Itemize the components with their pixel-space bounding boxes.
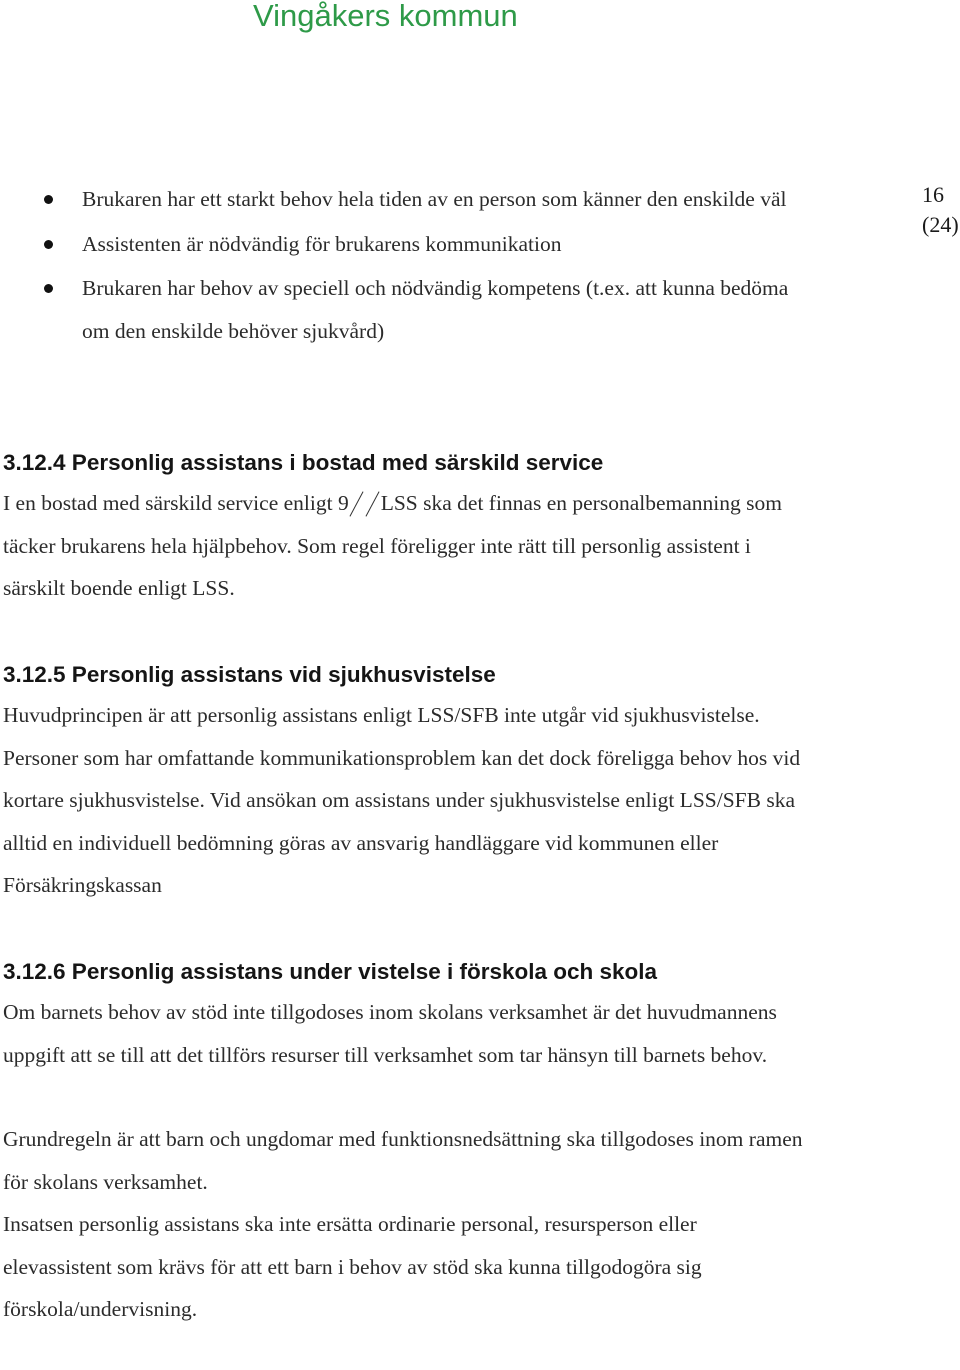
page-number-total: (24) bbox=[922, 212, 959, 237]
section-paragraph bbox=[3, 482, 803, 610]
section-heading: 3.12.6 Personlig assistans under vistelse i förskola och skola bbox=[3, 959, 658, 984]
section-paragraph: Insatsen personlig assistans ska inte ersätta ordinarie personal, resursperson eller elevassistent som krävs för att ett barn i behov av stöd ska kunna tillgodogöra sig förskola/undervisning. bbox=[3, 1212, 702, 1321]
bullet-icon bbox=[44, 284, 53, 293]
paragraph-text-after-symbol: LSS ska det finnas en personalbemanning som täcker brukarens hela hjälpbehov. Som regel föreligger inte rätt till personlig assistent i särskilt boende enligt LSS. bbox=[3, 491, 782, 600]
list-item bbox=[0, 267, 802, 352]
list-item bbox=[0, 178, 802, 221]
paragraph-text-before-symbol: I en bostad med särskild service enligt 9 bbox=[3, 491, 349, 515]
section-paragraph: Grundregeln är att barn och ungdomar med funktionsnedsättning ska tillgodoses inom ramen för skolans verksamhet. bbox=[3, 1127, 803, 1194]
section-paragraph: Huvudprincipen är att personlig assistans enligt LSS/SFB inte utgår vid sjukhusvistelse. Personer som har omfattande kommunikationsproblem kan det dock föreligga behov hos vid kortare sjukhusvistelse. Vid ansökan om assistans under sjukhusvistelse enligt LSS/SFB ska alltid en individuell bedömning göras av ansvarig handläggare vid kommunen eller Försäkringskassan bbox=[3, 703, 801, 897]
section-3-12-5 bbox=[3, 660, 813, 907]
section-3-12-4 bbox=[3, 448, 803, 610]
organization-title: Vingåkers kommun bbox=[253, 0, 518, 33]
requirement-list bbox=[0, 178, 900, 354]
list-item-text: Brukaren har ett starkt behov hela tiden av en person som känner den enskilde väl bbox=[82, 187, 787, 211]
section-paragraph: Om barnets behov av stöd inte tillgodoses inom skolans verksamhet är det huvudmannens uppgift att se till att det tillförs resurser till verksamhet som tar hänsyn till barnets behov. bbox=[3, 1000, 777, 1067]
section-symbol-icon bbox=[351, 490, 363, 516]
list-item-text: Assistenten är nödvändig för brukarens kommunikation bbox=[82, 231, 562, 256]
page-number-current: 16 bbox=[922, 182, 944, 207]
list-item bbox=[0, 223, 802, 266]
section-heading: 3.12.5 Personlig assistans vid sjukhusvistelse bbox=[3, 662, 496, 687]
bullet-icon bbox=[44, 240, 53, 249]
section-3-12-6 bbox=[3, 957, 803, 1331]
section-symbol-icon bbox=[367, 490, 379, 516]
list-item-text: Brukaren har behov av speciell och nödvändig kompetens (t.ex. att kunna bedöma om den enskilde behöver sjukvård) bbox=[82, 276, 789, 343]
section-heading: 3.12.4 Personlig assistans i bostad med särskild service bbox=[3, 450, 604, 475]
page-number bbox=[922, 180, 960, 237]
bullet-icon bbox=[44, 195, 53, 204]
